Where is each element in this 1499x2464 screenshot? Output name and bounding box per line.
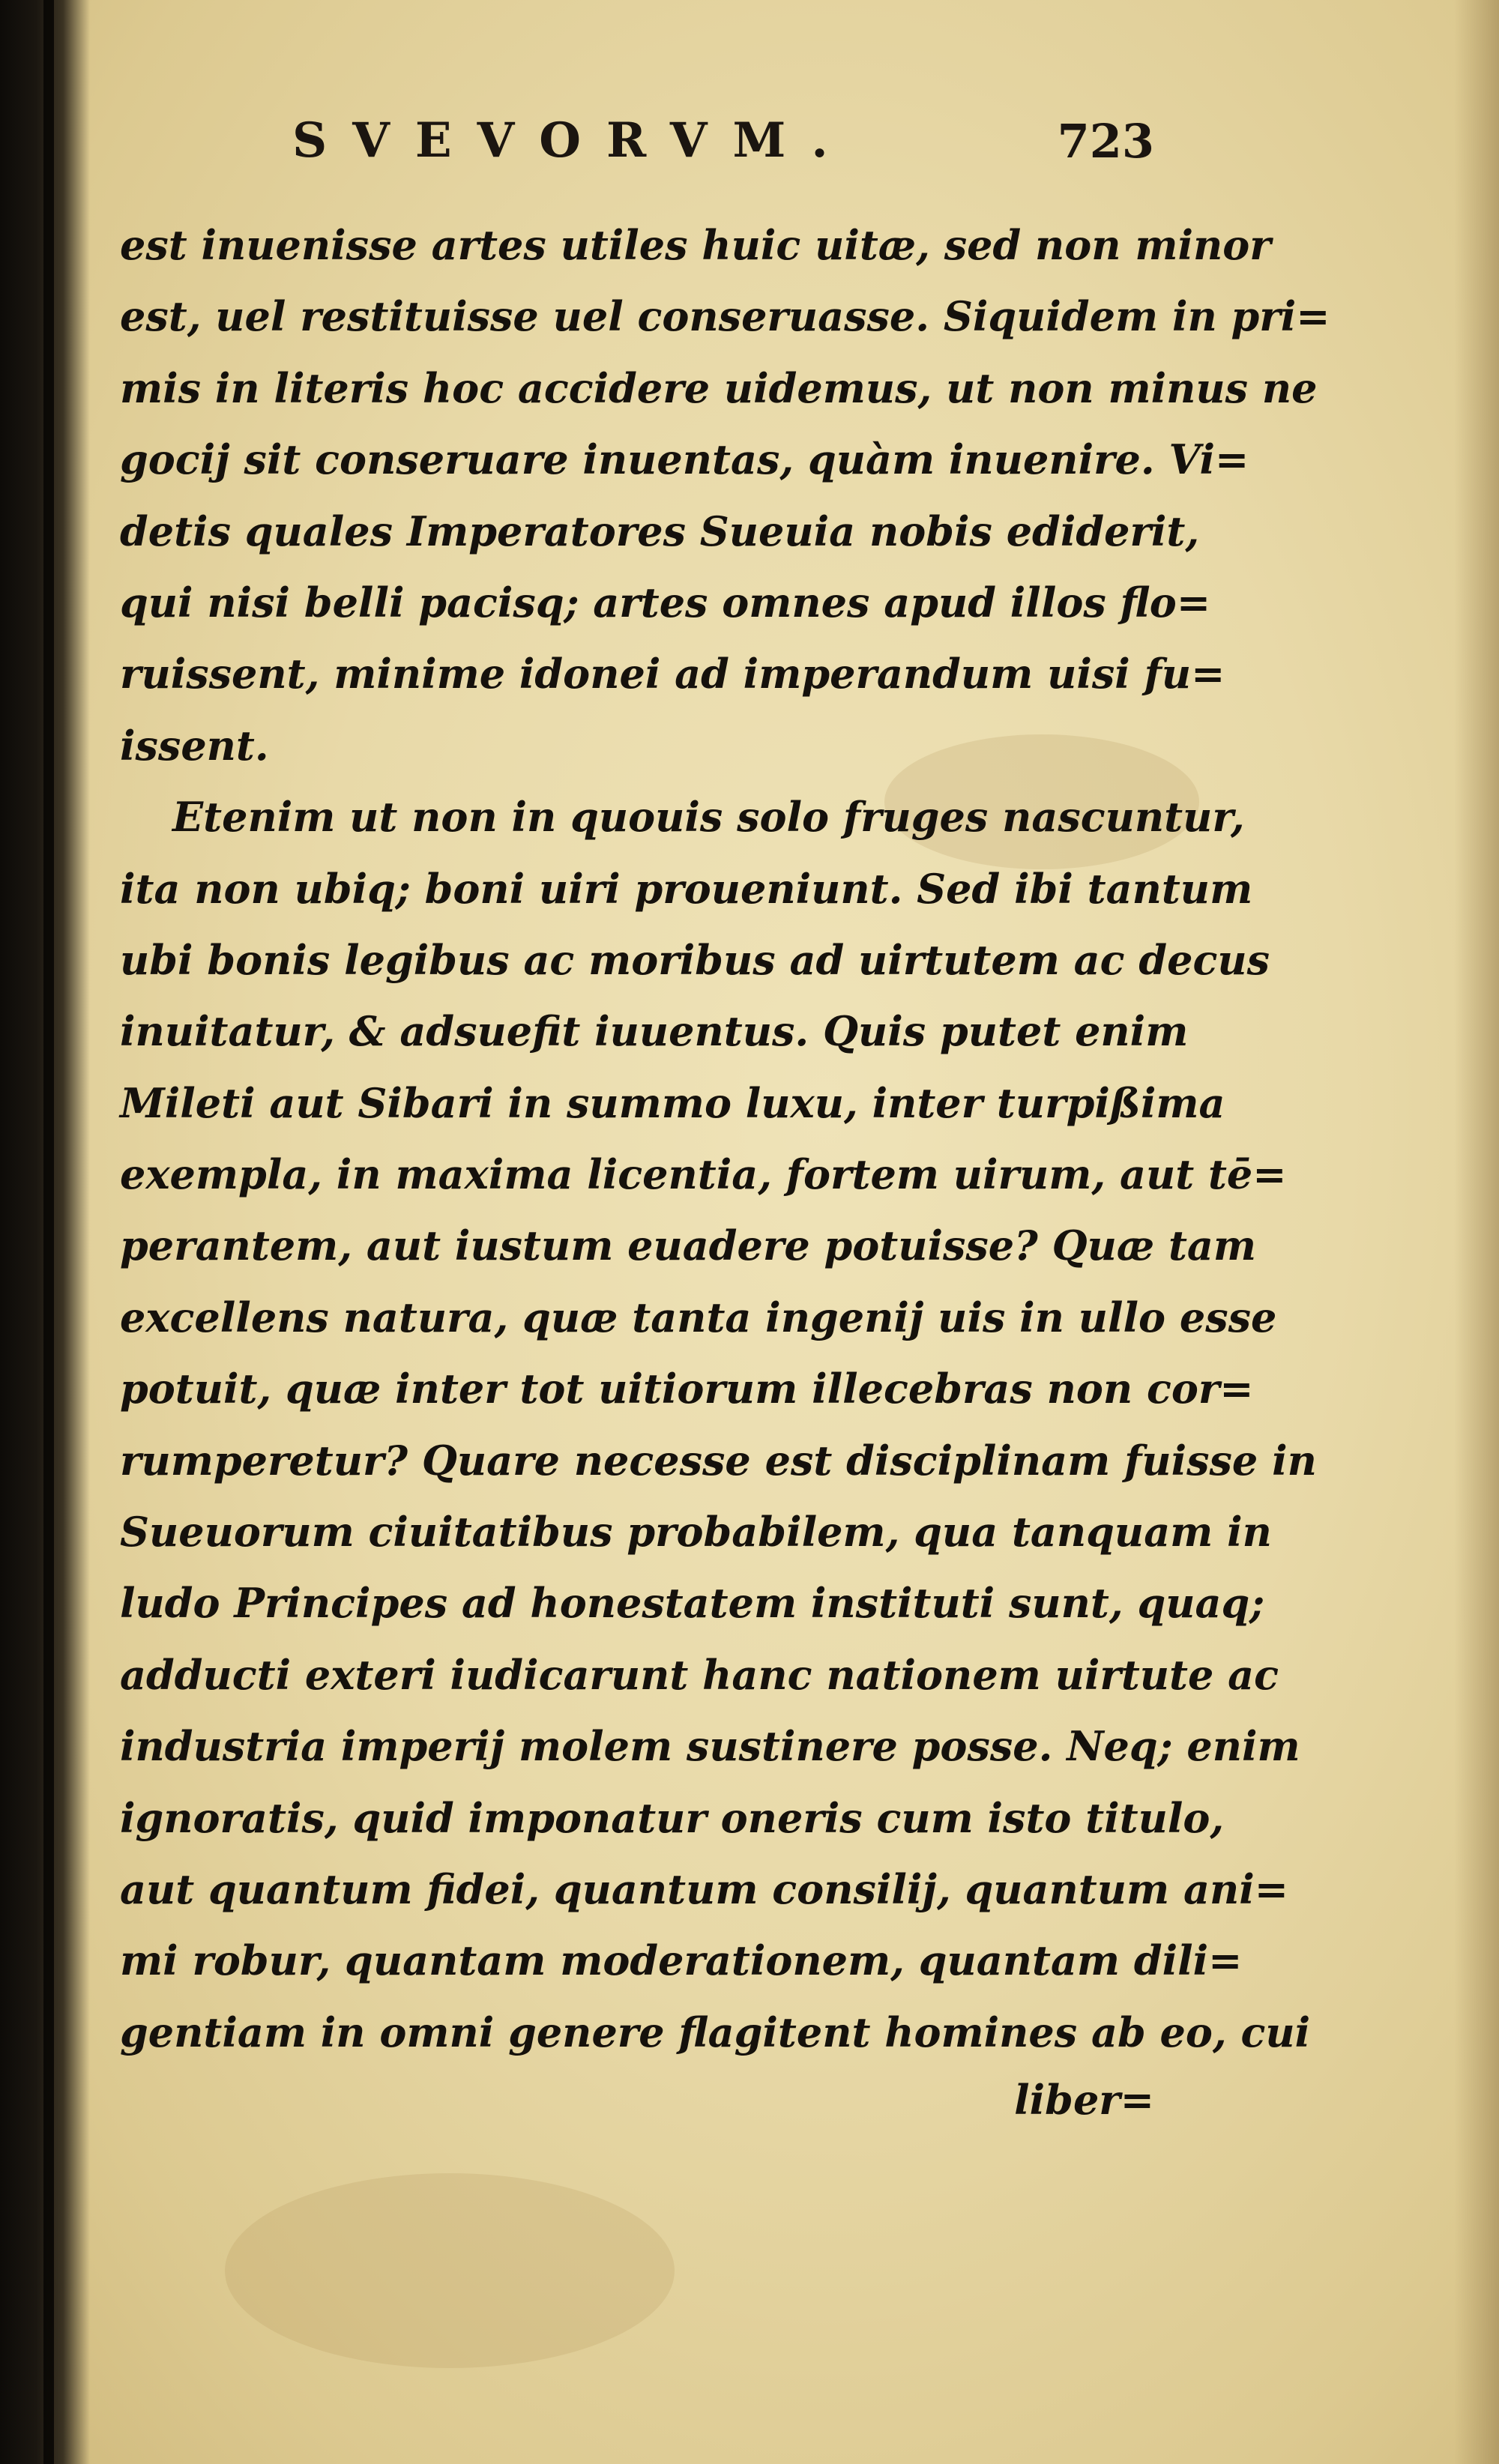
text-line: ita non ubiq; boni uiri proueniunt. Sed ibi tantum (120, 864, 1253, 913)
text-line: potuit, quæ inter tot uitiorum illecebras non cor= (120, 1365, 1254, 1413)
page-edge-shadow (1454, 0, 1499, 2464)
text-line: est, uel restituisse uel conseruasse. Siquidem in pri= (120, 292, 1330, 341)
text-line: Sueuorum ciuitatibus probabilem, qua tanquam in (120, 1508, 1272, 1556)
text-line: ignoratis, quid imponatur oneris cum isto titulo, (120, 1793, 1225, 1842)
running-head (120, 112, 1154, 195)
text-line: ludo Principes ad honestatem instituti sunt, quaq; (120, 1579, 1265, 1628)
page-number: 723 (1057, 114, 1154, 169)
text-line: mis in literis hoc accidere uidemus, ut non minus ne (120, 363, 1318, 412)
text-line: rumperetur? Quare necesse est disciplinam fuisse in (120, 1436, 1317, 1485)
text-line: mi robur, quantam moderationem, quantam dili= (120, 1936, 1243, 1985)
text-line: ubi bonis legibus ac moribus ad uirtutem ac decus (120, 935, 1270, 984)
binding-edge (43, 0, 54, 2464)
text-line: detis quales Imperatores Sueuia nobis ediderit, (120, 507, 1200, 555)
text-line: inuitatur, & adsuefit iuuentus. Quis putet enim (120, 1007, 1189, 1056)
text-block (120, 210, 1330, 2068)
text-line: est inuenisse artes utiles huic uitæ, sed non minor (120, 221, 1271, 269)
text-line: gocij sit conseruare inuentas, quàm inuenire. Vi= (120, 435, 1249, 484)
text-line: industria imperij molem sustinere posse. Neq; enim (120, 1722, 1300, 1771)
text-line: qui nisi belli pacisq; artes omnes apud illos flo= (120, 578, 1211, 626)
text-line: perantem, aut iustum euadere potuisse? Quæ tam (120, 1222, 1257, 1270)
paper-stain (225, 2173, 675, 2368)
text-line: Etenim ut non in quouis solo fruges nascuntur, (172, 793, 1245, 842)
text-line: ruissent, minime idonei ad imperandum uisi fu= (120, 650, 1225, 698)
text-line: excellens natura, quæ tanta ingenij uis in ullo esse (120, 1293, 1277, 1341)
text-line: adducti exteri iudicarunt hanc nationem uirtute ac (120, 1650, 1279, 1699)
text-line: gentiam in omni genere flagitent homines ab eo, cui (120, 2008, 1311, 2056)
text-line: aut quantum fidei, quantum consilij, quantum ani= (120, 1864, 1288, 1913)
text-line: exempla, in maxima licentia, fortem uirum, aut tē= (120, 1150, 1287, 1199)
text-line: issent. (120, 721, 269, 770)
catchword: liber= (1014, 2076, 1154, 2124)
text-line: Mileti aut Sibari in summo luxu, inter turpißima (120, 1078, 1225, 1127)
running-title: SVEVORVM. (292, 112, 854, 169)
